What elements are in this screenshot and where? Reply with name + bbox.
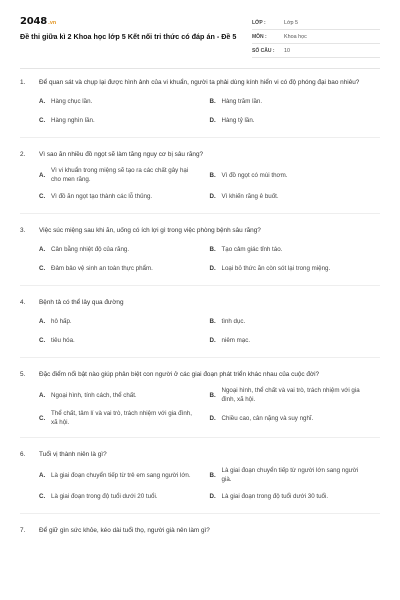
info-value: 10 (284, 47, 290, 54)
option-text: Vì đồ ngọt có mùi thơm. (221, 171, 288, 179)
answer-option[interactable] (210, 489, 381, 503)
question-body: Tuổi vị thành niên là gì? (39, 451, 107, 458)
question-text (20, 226, 380, 236)
question-number: 6. (20, 451, 26, 458)
logo-main: 2048 (20, 16, 48, 27)
info-key: LỚP : (252, 19, 266, 26)
option-text: Loại bỏ thức ăn còn sót lại trong miệng. (221, 264, 331, 272)
option-letter: D. (209, 264, 216, 272)
question-divider (20, 437, 380, 438)
option-letter: B. (209, 97, 216, 105)
option-text: Vì khiến răng ê buốt. (221, 192, 279, 200)
option-letter: B. (209, 391, 216, 399)
answer-options (39, 314, 380, 347)
question-number: 5. (20, 371, 26, 378)
answer-option[interactable] (210, 409, 381, 427)
info-key: SỐ CÂU : (252, 47, 275, 54)
question-list (20, 78, 380, 548)
option-text: Hàng trăm lần. (221, 97, 263, 105)
question-text (20, 298, 380, 308)
answer-option[interactable] (210, 386, 381, 404)
option-letter: B. (209, 171, 216, 179)
question-divider (20, 285, 380, 286)
answer-option[interactable] (210, 189, 381, 203)
answer-option[interactable] (39, 333, 210, 347)
option-letter: A. (39, 471, 46, 479)
answer-option[interactable] (39, 409, 210, 427)
question-number: 1. (20, 79, 26, 86)
option-text: Hàng nghìn lần. (51, 116, 95, 124)
question-number: 3. (20, 227, 26, 234)
question-number: 4. (20, 299, 26, 306)
answer-options (39, 242, 380, 275)
answer-option[interactable] (39, 466, 210, 484)
option-text: Là giai đoạn trong độ tuổi dưới 30 tuổi. (221, 492, 329, 500)
option-text: Hàng chục lần. (51, 97, 93, 105)
option-text: Vì đồ ăn ngọt tạo thành các lỗ thủng. (51, 192, 153, 200)
answer-option[interactable] (210, 261, 381, 275)
question-body: Để giữ gìn sức khỏe, kéo dài tuổi thọ, người già nên làm gì? (39, 527, 210, 534)
info-row (252, 30, 380, 44)
option-text: Thể chất, tâm lí và vai trò, trách nhiệm với gia đình, xã hội. (51, 410, 192, 426)
answer-option[interactable] (39, 189, 210, 203)
answer-option[interactable] (210, 113, 381, 127)
answer-option[interactable] (39, 314, 210, 328)
question-item (20, 78, 380, 138)
answer-option[interactable] (39, 242, 210, 256)
answer-option[interactable] (39, 261, 210, 275)
answer-options (39, 94, 380, 127)
answer-options (39, 386, 380, 427)
question-text (20, 78, 380, 88)
question-divider (20, 137, 380, 138)
option-letter: A. (39, 245, 46, 253)
header-divider (20, 68, 380, 69)
option-letter: D. (209, 192, 216, 200)
question-number: 2. (20, 151, 26, 158)
option-letter: D. (209, 414, 216, 422)
option-letter: B. (209, 245, 216, 253)
question-divider (20, 213, 380, 214)
option-letter: B. (209, 471, 216, 479)
answer-option[interactable] (39, 94, 210, 108)
option-letter: A. (39, 171, 46, 179)
question-divider (20, 357, 380, 358)
answer-option[interactable] (39, 166, 210, 184)
option-text: Chiều cao, cân nặng và suy nghĩ. (221, 414, 314, 422)
answer-option[interactable] (210, 242, 381, 256)
question-body: Để quan sát và chụp lại được hình ảnh của vi khuẩn, người ta phải dùng kính hiển vi có độ phóng đại bao nhiêu? (39, 79, 360, 86)
info-value: Khoa học (284, 33, 307, 40)
option-text: Cân bằng nhiệt độ của răng. (51, 245, 130, 253)
info-row (252, 44, 380, 58)
option-letter: A. (39, 317, 46, 325)
option-text: Là giai đoạn chuyển tiếp từ trẻ em sang người lớn. (51, 471, 191, 479)
option-letter: D. (209, 492, 216, 500)
answer-options (39, 166, 380, 203)
option-letter: A. (39, 391, 46, 399)
option-text: tiêu hóa. (51, 336, 75, 344)
answer-option[interactable] (210, 466, 381, 484)
question-item (20, 226, 380, 286)
question-divider (20, 513, 380, 514)
question-item (20, 298, 380, 358)
answer-option[interactable] (210, 314, 381, 328)
logo-suffix: .vn (48, 20, 57, 26)
option-letter: C. (39, 492, 46, 500)
site-logo[interactable] (20, 16, 56, 27)
question-item (20, 450, 380, 514)
question-body: Vì sao ăn nhiều đồ ngọt sẽ làm tăng nguy cơ bị sâu răng? (39, 151, 204, 158)
question-item (20, 150, 380, 214)
option-text: Vì vi khuẩn trong miệng sẽ tạo ra các chất gây hại cho men răng. (51, 167, 189, 183)
info-row (252, 16, 380, 30)
question-item (20, 526, 380, 536)
exam-info-panel (252, 16, 380, 58)
option-text: Ngoại hình, thể chất và vai trò, trách nhiệm với gia đình, xã hội. (221, 387, 360, 403)
answer-options (39, 466, 380, 503)
question-body: Việc súc miệng sau khi ăn, uống có ích lợi gì trong việc phòng bệnh sâu răng? (39, 227, 261, 234)
option-text: Là giai đoạn trong độ tuổi dưới 20 tuổi. (51, 492, 158, 500)
option-text: niêm mạc. (221, 336, 251, 344)
answer-option[interactable] (39, 386, 210, 404)
question-body: Bệnh tả có thể lây qua đường (39, 299, 124, 306)
option-letter: C. (39, 192, 46, 200)
option-text: Đảm bảo vệ sinh an toàn thực phẩm. (51, 264, 153, 272)
answer-option[interactable] (210, 94, 381, 108)
option-letter: C. (39, 336, 46, 344)
question-text (20, 526, 380, 536)
option-text: hô hấp. (51, 317, 72, 325)
option-letter: D. (209, 116, 216, 124)
info-value: Lớp 5 (284, 19, 299, 26)
option-text: Ngoại hình, tính cách, thể chất. (51, 391, 137, 399)
question-text (20, 370, 380, 380)
option-letter: D. (209, 336, 216, 344)
option-letter: C. (39, 116, 46, 124)
option-text: tình dục. (221, 317, 246, 325)
question-item (20, 370, 380, 438)
option-letter: C. (39, 414, 46, 422)
exam-title: Đề thi giữa kì 2 Khoa học lớp 5 Kết nối tri thức có đáp án - Đề 5 (20, 32, 237, 41)
option-letter: B. (209, 317, 216, 325)
info-key: MÔN : (252, 33, 267, 40)
option-text: Là giai đoạn chuyển tiếp từ người lớn sang người già. (221, 467, 359, 483)
question-number: 7. (20, 527, 26, 534)
answer-option[interactable] (39, 113, 210, 127)
option-text: Hàng tỷ lần. (221, 116, 255, 124)
answer-option[interactable] (39, 489, 210, 503)
question-text (20, 450, 380, 460)
option-text: Tạo cảm giác tỉnh táo. (221, 245, 283, 253)
question-text (20, 150, 380, 160)
option-letter: C. (39, 264, 46, 272)
question-body: Đặc điểm nổi bật nào giúp phân biệt con người ở các giai đoạn phát triển khác nhau của cuộc đời? (39, 371, 320, 378)
answer-option[interactable] (210, 333, 381, 347)
answer-option[interactable] (210, 166, 381, 184)
option-letter: A. (39, 97, 46, 105)
